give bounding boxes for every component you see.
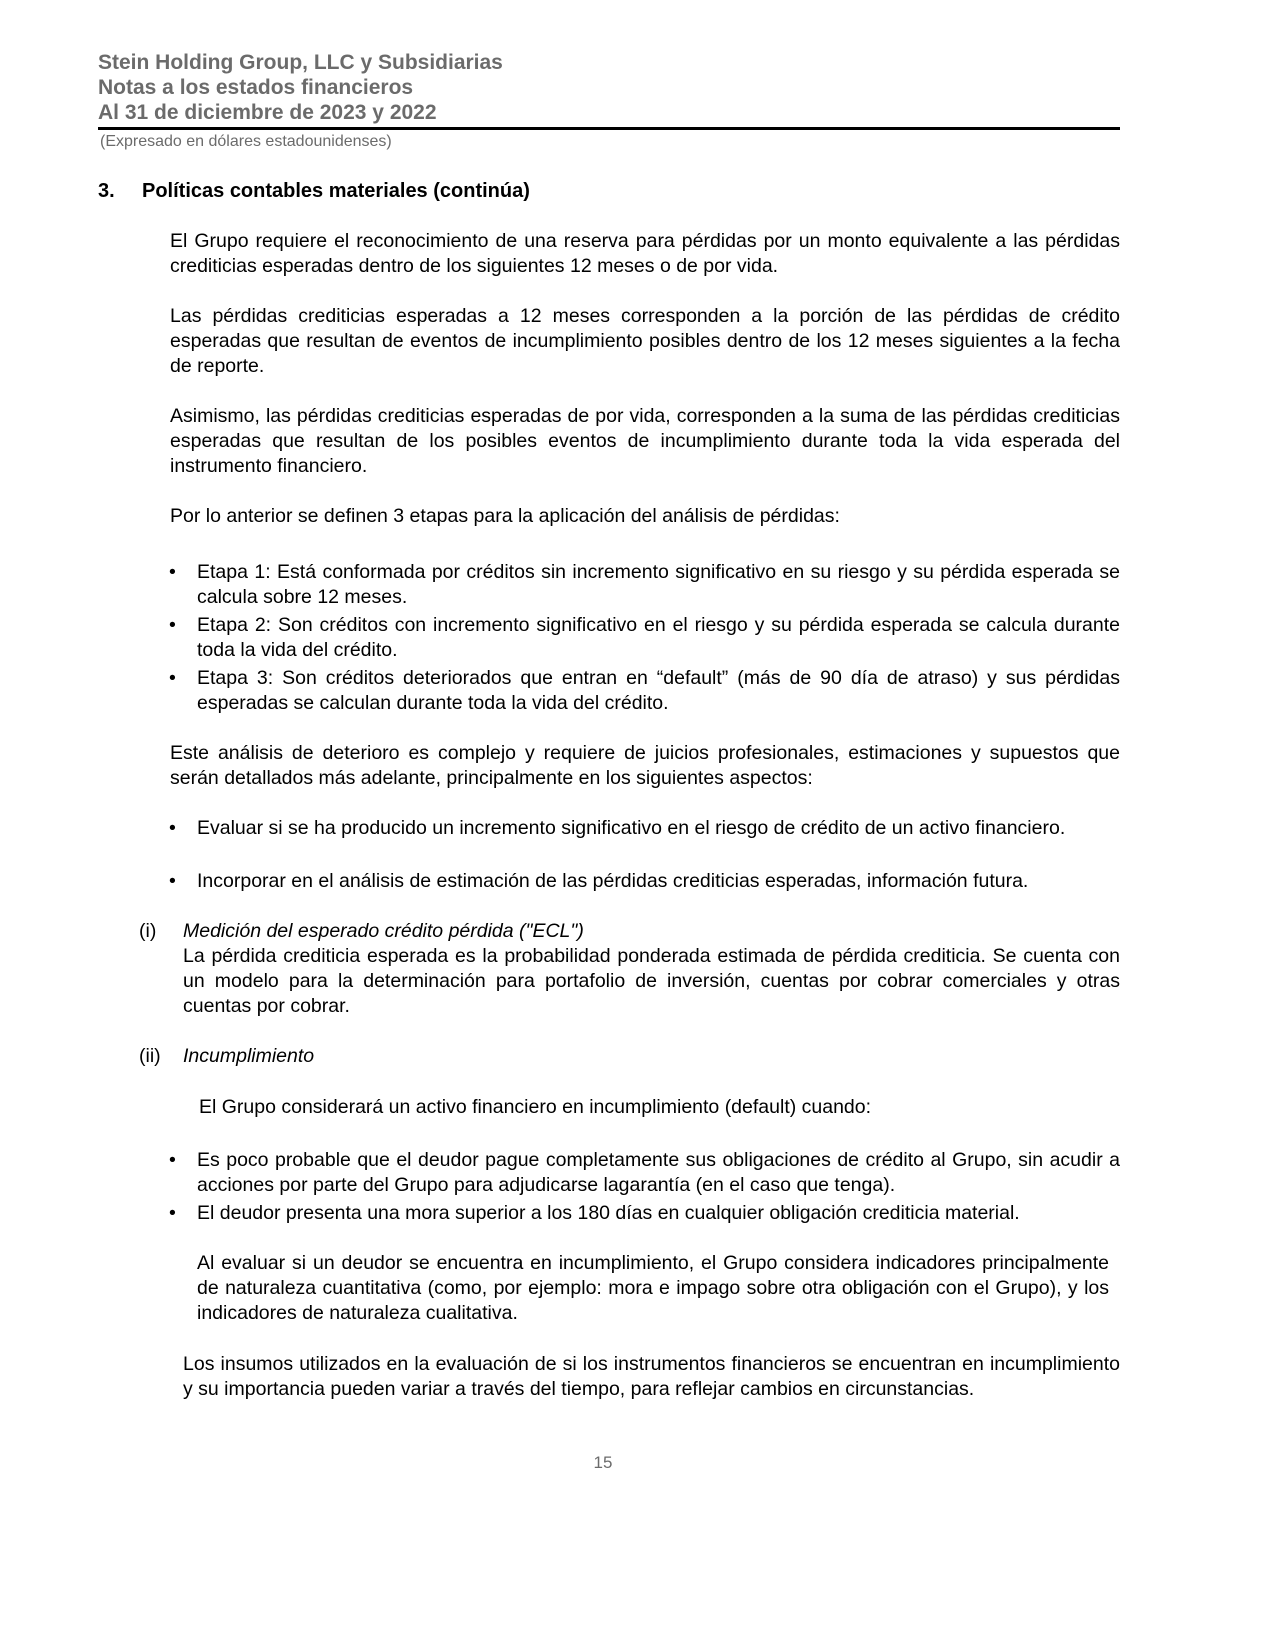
bullet-icon: • (169, 667, 176, 689)
bullet-icon: • (169, 817, 176, 839)
bullet-icon: • (169, 1149, 176, 1171)
subsection-label: (i) (139, 920, 157, 942)
currency-note: (Expresado en dólares estadounidenses) (100, 133, 392, 150)
paragraph-inputs: Los insumos utilizados en la evaluación de si los instrumentos financieros se encuentran en incumplimiento y su importancia pueden variar a través del tiempo, para reflejar cambios en circunstancias. (183, 1353, 1120, 1400)
paragraph-12-month: Las pérdidas crediticias esperadas a 12 meses corresponden a la porción de las pérdidas de crédito esperadas que resultan de eventos de incumplimiento posibles dentro de los 12 meses siguientes a la fecha de reporte. (170, 305, 1120, 377)
list-item-stage-3: • Etapa 3: Son créditos deteriorados que entran en “default” (más de 90 día de atraso) y sus pérdidas esperadas se calculan durante toda la vida del crédito. (169, 667, 1120, 714)
subsection-default (139, 1044, 1120, 1069)
page-header (98, 50, 1118, 152)
subsection-text: La pérdida crediticia esperada es la probabilidad ponderada estimada de pérdida crediticia. Se cuenta con un modelo para la determinación para portafolio de inversión, cuentas por cobrar comerciales y otras cuentas por cobrar. (183, 945, 1120, 1017)
subsection-title: Medición del esperado crédito pérdida ("ECL") (183, 920, 584, 942)
statement-title: Notas a los estados financieros (98, 76, 414, 99)
list-item-stage-2: • Etapa 2: Son créditos con incremento significativo en el riesgo y su pérdida esperada se calcula durante toda la vida del crédito. (169, 614, 1120, 661)
paragraph-reserve: El Grupo requiere el reconocimiento de una reserva para pérdidas por un monto equivalente a las pérdidas crediticias esperadas dentro de los siguientes 12 meses o de por vida. (170, 230, 1120, 277)
section-number: 3. (98, 180, 115, 202)
bullet-icon: • (169, 870, 176, 892)
bullet-icon: • (169, 1202, 176, 1224)
subsection-label: (ii) (139, 1045, 161, 1067)
paragraph-lifetime: Asimismo, las pérdidas crediticias esperadas de por vida, corresponden a la suma de las pérdidas crediticias esperadas que resultan de los posibles eventos de incumplimiento durante toda la vida esperada del instrumento financiero. (170, 405, 1120, 477)
bullet-icon: • (169, 614, 176, 636)
company-name: Stein Holding Group, LLC y Subsidiarias (98, 51, 503, 74)
statement-date: Al 31 de diciembre de 2023 y 2022 (98, 101, 437, 124)
subsection-ecl (139, 919, 1120, 1019)
section-title: Políticas contables materiales (continúa) (142, 180, 530, 202)
paragraph-stages-intro: Por lo anterior se definen 3 etapas para la aplicación del análisis de pérdidas: (170, 505, 840, 527)
list-item-aspect-2: • Incorporar en el análisis de estimación de las pérdidas crediticias esperadas, información futura. (169, 870, 1029, 892)
page-number: 15 (593, 1453, 613, 1472)
section-heading (98, 180, 530, 203)
subsection-title: Incumplimiento (183, 1045, 315, 1067)
list-item-default-1: • Es poco probable que el deudor pague completamente sus obligaciones de crédito al Grupo, sin acudir a acciones por parte del Grupo para adjudicarse lagarantía (en el caso que tenga). (169, 1149, 1120, 1196)
bullet-icon: • (169, 561, 176, 583)
paragraph-default-intro: El Grupo considerará un activo financiero en incumplimiento (default) cuando: (199, 1096, 872, 1118)
paragraph-evaluation: Al evaluar si un deudor se encuentra en incumplimiento, el Grupo considera indicadores principalmente de naturaleza cuantitativa (como, por ejemplo: mora e impago sobre otra obligación con el Grupo), y los indicadores de naturaleza cualitativa. (197, 1252, 1109, 1324)
paragraph-analysis: Este análisis de deterioro es complejo y requiere de juicios profesionales, estimaciones y supuestos que serán detallados más adelante, principalmente en los siguientes aspectos: (170, 742, 1120, 789)
list-item-default-2: • El deudor presenta una mora superior a los 180 días en cualquier obligación crediticia material. (169, 1202, 1020, 1224)
list-item-stage-1: • Etapa 1: Está conformada por créditos sin incremento significativo en su riesgo y su pérdida esperada se calcula sobre 12 meses. (169, 561, 1120, 608)
header-divider (98, 127, 1120, 130)
list-item-aspect-1: • Evaluar si se ha producido un incremento significativo en el riesgo de crédito de un activo financiero. (169, 817, 1066, 839)
